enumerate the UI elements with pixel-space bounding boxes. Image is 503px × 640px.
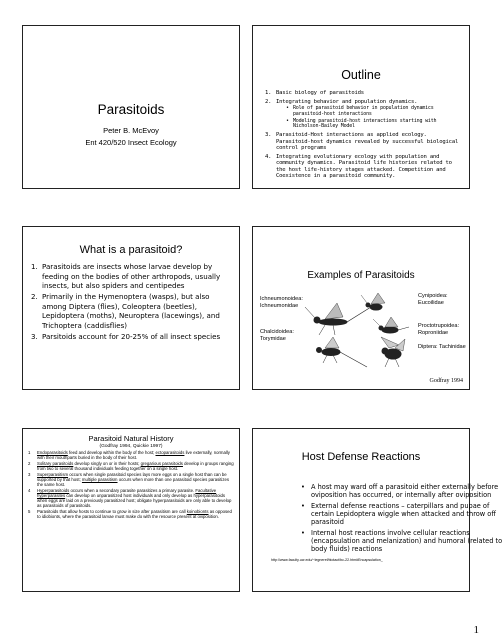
- item-text: feed and develop within the body of the host;: [67, 450, 156, 455]
- outline-subitem: • Role of parasitoid behavior in population dynamics parasitoid-host interactions: [286, 105, 434, 117]
- item-number: 1.: [31, 262, 38, 271]
- page-number: 1: [473, 624, 479, 636]
- item-text: Integrating evolutionary ecology with population and community dynamics. Parasitoid life histories related to the host life-history stages attacked. Competition and Coexistence in a parasitoid community.: [276, 153, 452, 180]
- item-number: 1: [28, 450, 31, 455]
- defense-bullet: [301, 529, 503, 553]
- item-number: 1.: [265, 90, 272, 96]
- item-text: as opposed to idiobionts, where the parasitoid larvae must make do with the resource present at oviposition.: [37, 508, 232, 519]
- item-text: Parasitoids are insects whose larvae develop by feeding on the bodies of other arthropods, usually insects, but also spiders and centipedes: [42, 262, 221, 291]
- term: ectoparasitoids: [155, 450, 185, 455]
- examples-heading: Examples of Parasitoids: [307, 270, 415, 281]
- item-text: live externally, normally with their mouthparts buried in the body of their host.: [37, 450, 230, 460]
- host-defense-list: [261, 483, 503, 557]
- item-number: 2.: [265, 98, 272, 105]
- course-name: Ent 420/520 Insect Ecology: [85, 138, 177, 147]
- ichneumonid-label: Ichneumonoidea: Ichneumonidae: [260, 296, 303, 309]
- item-text: can develop on unparasitized host individuals and only develop as hyperparasitoids when eggs are laid on a previously parasitized host; obligate hyperparasitoids are only able to develop as parasitoids of parasitoids.: [37, 492, 232, 508]
- eucoilid-wasp-image: [361, 293, 385, 310]
- bullet-icon: •: [301, 529, 305, 538]
- definition-item: [31, 292, 231, 330]
- item-number: 3: [28, 472, 31, 477]
- item-text: develop singly on or in their hosts;: [73, 461, 141, 466]
- term: Endoparasitoids: [37, 450, 68, 455]
- roproniid-wasp-image: [373, 317, 409, 333]
- tachinid-label: Diptera: Tachinidae: [418, 344, 466, 350]
- item-number: 4.: [265, 153, 272, 160]
- item-text: Basic biology of parasitoids: [276, 90, 364, 96]
- host-defense-heading: Host Defense Reactions: [301, 451, 421, 463]
- outline-item: [265, 154, 463, 180]
- what-is-heading: What is a parasitoid?: [79, 244, 183, 256]
- natural-history-citation: (Godfray 1994, Quickie 1997): [99, 444, 163, 449]
- bullet-text: External defense reactions – caterpillars and pupae of certain Lepidoptera wiggle when attacked and throw off parasitoid: [311, 501, 496, 526]
- subitem-text: Role of parasitoid behavior in population dynamics parasitoid-host interactions: [293, 105, 434, 117]
- term: Hyperparasitoids: [37, 487, 70, 493]
- slide-host-defense: [252, 428, 503, 592]
- item-text: Primarily in the Hymenoptera (wasps), but also among Diptera (flies), Coleoptera (beetles), Lepidoptera (moths), Neuroptera (lacewings), and Trichoptera (caddisflies): [42, 292, 220, 331]
- item-number: 2: [28, 461, 31, 466]
- history-item: [28, 451, 236, 461]
- bullet-icon: •: [301, 482, 305, 491]
- term: koinobionts: [186, 508, 209, 514]
- outline-item: [265, 99, 463, 131]
- defense-bullet: [301, 502, 503, 526]
- torymid-label: Chalcidoidea: Torymidae: [260, 329, 294, 342]
- term: Facultative hyperparasites: [37, 487, 217, 498]
- eucoilid-label: Cynipoidea: Eucoilidae: [418, 293, 448, 306]
- subitem-text: Modeling parasitoid-host interactions starting with Nicholson-Bailey Model: [293, 117, 437, 130]
- item-text: Parasitoid-Host interactions as applied ecology. Parasitoid-host dynamics revealed by successful biological control programs: [276, 132, 459, 152]
- history-item: [28, 462, 236, 472]
- bullet-icon: •: [301, 501, 305, 510]
- source-link[interactable]: http://www.faculty.ucr.edu/~legneref/biotact/bc-22.htm#Encapsulation_: [271, 558, 383, 562]
- torymid-wasp-image: [317, 337, 368, 367]
- outline-list: [265, 90, 463, 182]
- item-text: Integrating behavior and population dynamics.: [276, 98, 418, 105]
- term: multiple parasitism: [81, 476, 118, 482]
- definition-item: [31, 262, 231, 291]
- definition-list: [31, 262, 231, 343]
- item-text: Parsitoids account for 20-25% of all insect species: [42, 332, 221, 342]
- item-number: 3.: [31, 332, 38, 342]
- item-number: 2.: [31, 292, 38, 302]
- bullet-text: A host may ward off a parasitoid either externally before oviposition has occurred, or internally after oviposition: [311, 482, 499, 499]
- natural-history-list: [28, 451, 236, 521]
- author-name: Peter B. McEvoy: [103, 126, 159, 135]
- defense-bullet: [301, 483, 503, 499]
- item-number: 4: [28, 487, 31, 493]
- item-text: occurs when more than one parasitoid species parasitizes the same host.: [37, 476, 230, 487]
- term: gregarious parasitoids: [140, 461, 183, 466]
- natural-history-heading: Parasitoid Natural History: [88, 434, 174, 443]
- outline-subitem: • Modeling parasitoid-host interactions starting with Nicholson-Bailey Model: [286, 117, 437, 130]
- item-text: develop in groups ranging from two to several thousand individuals feeding together on a single host.: [37, 461, 234, 471]
- history-item: [28, 489, 236, 509]
- slide-examples: [252, 226, 470, 390]
- definition-item: [31, 332, 231, 342]
- slide-title-heading: Parasitoids: [97, 102, 165, 117]
- outline-sublist: [286, 106, 463, 130]
- tachinid-fly-image: [381, 337, 405, 367]
- outline-item: [265, 90, 463, 97]
- history-item: [28, 510, 236, 520]
- roproniid-label: Proctotrupoidea: Roproniidae: [418, 323, 460, 336]
- term: Solitary parasitoids: [37, 461, 74, 466]
- item-text: occurs when a secondary parasite parasitizes a primary parasite.: [69, 487, 196, 493]
- slide-title: [22, 25, 240, 189]
- item-number: 5: [28, 508, 31, 514]
- item-text: occurs when single parasitoid species lays more eggs on a single host than can be supported by that host;: [37, 472, 227, 482]
- history-item: [28, 473, 236, 488]
- bullet-text: Internal host reactions involve cellular reactions (encapsulation and melanization) and humoral (related to body fluids) reactions: [311, 529, 503, 554]
- item-text: Parasitoids that allow hosts to continue to grow in size after parasitism are call: [37, 508, 187, 514]
- outline-heading: Outline: [341, 68, 381, 82]
- slide-natural-history: [22, 428, 240, 592]
- term: Superparasitism: [37, 472, 69, 477]
- slide-what-is-parasitoid: [22, 226, 240, 390]
- image-credit: Godfray 1994: [429, 378, 463, 384]
- slide-outline: [252, 25, 470, 189]
- item-number: 3.: [265, 132, 272, 139]
- outline-item: [265, 132, 463, 152]
